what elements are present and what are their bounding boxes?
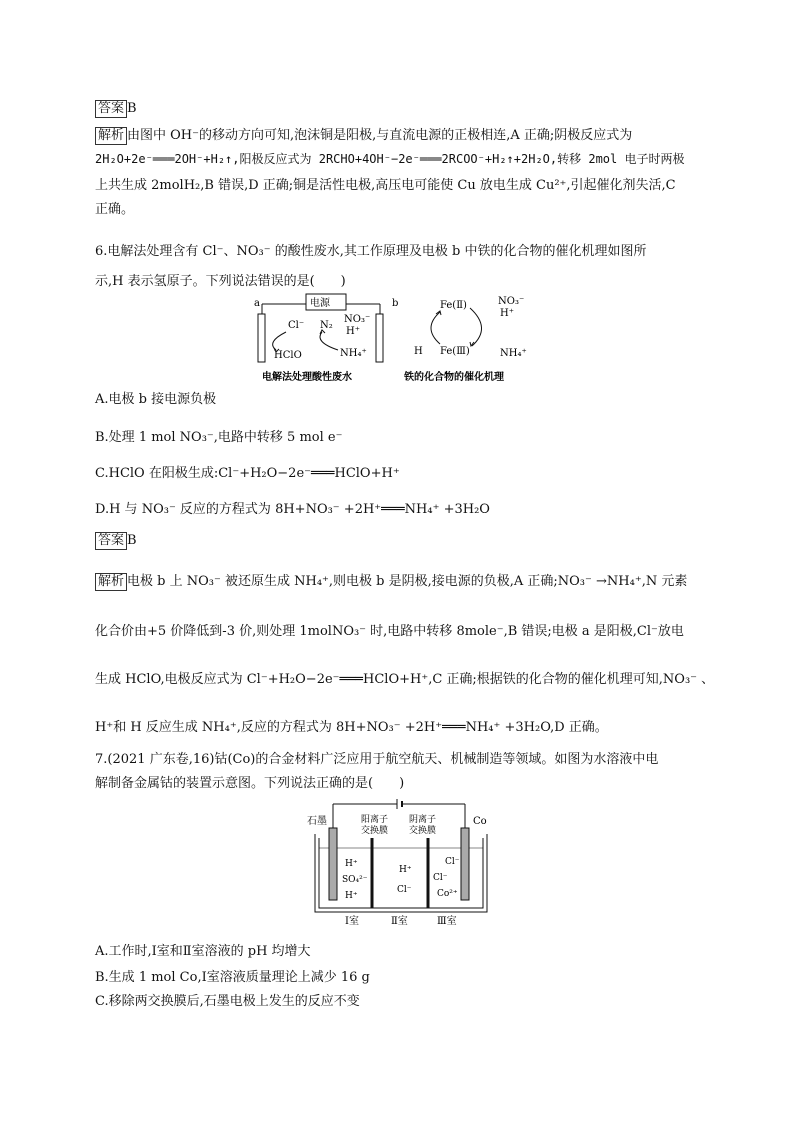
- q7-option-b: B.生成 1 mol Co,Ⅰ室溶液质量理论上减少 16 g: [95, 970, 370, 985]
- n2-label: N₂: [320, 320, 333, 331]
- analysis-line-q6-1: [95, 570, 687, 591]
- anion-membrane-label-1: 阴离子: [409, 815, 437, 825]
- ammonium-label: NH₄⁺: [500, 348, 527, 359]
- q7-option-a: A.工作时,Ⅰ室和Ⅱ室溶液的 pH 均增大: [95, 944, 311, 959]
- power-source-label: 电源: [310, 298, 330, 309]
- nitrate-label: NO₃⁻: [498, 296, 525, 307]
- answer-tag: 答案: [95, 532, 127, 550]
- analysis-line-q5-1: [95, 124, 632, 145]
- answer-tag: 答案: [95, 100, 127, 118]
- analysis-line-q5-4: 正确。: [95, 202, 135, 217]
- answer-line-q5: [95, 100, 137, 118]
- cobalt-electrode: [461, 828, 469, 900]
- hclo-label: HClO: [274, 350, 302, 361]
- q7-cobalt-cell-figure: [305, 798, 495, 926]
- right-figure-caption: 铁的化合物的催化机理: [404, 372, 504, 383]
- room1-ion-h-2: H⁺: [345, 891, 358, 901]
- analysis-line-q6-3: 生成 HClO,电极反应式为 Cl⁻+H₂O−2e⁻═══HClO+H⁺,C 正确;根据铁的化合物的催化机理可知,NO₃⁻ 、: [95, 672, 715, 687]
- room1-ion-sulfate: SO₄²⁻: [342, 875, 368, 885]
- q6-stem-line-2: 示,H 表示氢原子。下列说法错误的是( ): [95, 274, 346, 289]
- analysis-line-q6-4: H⁺和 H 反应生成 NH₄⁺,反应的方程式为 8H+NO₃⁻ +2H⁺═══NH₄⁺ +3H₂O,D 正确。: [95, 720, 608, 735]
- electrode-a-label: a: [254, 298, 260, 309]
- graphite-label: 石墨: [307, 816, 327, 827]
- q6-catalysis-figure: [400, 292, 550, 384]
- answer-line-q6: [95, 532, 137, 550]
- room2-label: Ⅱ室: [391, 916, 408, 926]
- q6-option-a: A.电极 b 接电源负极: [95, 392, 217, 407]
- electrode-b: [376, 314, 383, 362]
- arrow-nh4-to-n2: [320, 332, 338, 350]
- answer-value: B: [127, 533, 137, 548]
- q7-option-c: C.移除两交换膜后,石墨电极上发生的反应不变: [95, 994, 360, 1009]
- fe2-label: Fe(Ⅱ): [440, 300, 467, 311]
- fe3-label: Fe(Ⅲ): [440, 346, 470, 357]
- electrode-b-label: b: [392, 298, 399, 309]
- electrode-a: [258, 314, 265, 362]
- q6-option-c: C.HClO 在阳极生成:Cl⁻+H₂O−2e⁻═══HClO+H⁺: [95, 466, 400, 481]
- anion-membrane-label-2: 交换膜: [409, 826, 437, 836]
- hplus-label: H⁺: [346, 326, 360, 337]
- q6-electrolysis-figure: [252, 292, 400, 384]
- arc-fe2-to-fe3: [470, 308, 482, 346]
- analysis-text: 由图中 OH⁻的移动方向可知,泡沫铜是阳极,与直流电源的正极相连,A 正确;阴极反应式为: [127, 128, 633, 143]
- answer-value: B: [127, 101, 137, 116]
- arc-fe3-to-fe2: [431, 312, 440, 344]
- cation-membrane-label-1: 阳离子: [361, 815, 389, 825]
- analysis-line-q6-2: 化合价由+5 价降低到-3 价,则处理 1molNO₃⁻ 时,电路中转移 8mole⁻,B 错误;电极 a 是阳极,Cl⁻放电: [95, 624, 684, 639]
- analysis-text: 电极 b 上 NO₃⁻ 被还原生成 NH₄⁺,则电极 b 是阴极,接电源的负极,A 正确;NO₃⁻ →NH₄⁺,N 元素: [127, 574, 688, 589]
- q6-option-b: B.处理 1 mol NO₃⁻,电路中转移 5 mol e⁻: [95, 430, 343, 445]
- analysis-tag: 解析: [95, 573, 127, 591]
- analysis-tag: 解析: [95, 127, 127, 145]
- hplus-label: H⁺: [500, 308, 514, 319]
- room3-ion-cl-2: Cl⁻: [433, 873, 448, 883]
- nitrate-label: NO₃⁻: [344, 314, 371, 325]
- room1-label: Ⅰ室: [345, 916, 359, 926]
- room3-ion-co: Co²⁺: [437, 889, 458, 899]
- room2-ion-h: H⁺: [399, 865, 412, 875]
- arrow-cl-to-hclo: [273, 332, 286, 350]
- chloride-label: Cl⁻: [288, 320, 305, 331]
- room3-ion-cl-1: Cl⁻: [445, 857, 460, 867]
- cobalt-label: Co: [473, 816, 487, 827]
- h-atom-label: H: [414, 346, 423, 357]
- q7-stem-line-1: 7.(2021 广东卷,16)钴(Co)的合金材料广泛应用于航空航天、机械制造等领域。如图为水溶液中电: [95, 752, 659, 767]
- analysis-line-q5-2: 2H₂O+2e⁻═══2OH⁻+H₂↑,阳极反应式为 2RCHO+4OH⁻−2e⁻═══2RCOO⁻+H₂↑+2H₂O,转移 2mol 电子时两极: [95, 152, 685, 166]
- left-figure-caption: 电解法处理酸性废水: [262, 372, 352, 383]
- ammonium-label: NH₄⁺: [340, 348, 367, 359]
- room2-ion-cl: Cl⁻: [397, 885, 412, 895]
- room3-label: Ⅲ室: [437, 916, 457, 926]
- analysis-line-q5-3: 上共生成 2molH₂,B 错误,D 正确;铜是活性电极,高压电可能使 Cu 放电生成 Cu²⁺,引起催化剂失活,C: [95, 178, 676, 193]
- q6-stem-line-1: 6.电解法处理含有 Cl⁻、NO₃⁻ 的酸性废水,其工作原理及电极 b 中铁的化合物的催化机理如图所: [95, 244, 647, 259]
- cation-membrane-label-2: 交换膜: [361, 826, 389, 836]
- graphite-electrode: [329, 828, 337, 900]
- q7-stem-line-2: 解制备金属钴的装置示意图。下列说法正确的是( ): [95, 776, 405, 791]
- q6-option-d: D.H 与 NO₃⁻ 反应的方程式为 8H+NO₃⁻ +2H⁺═══NH₄⁺ +3H₂O: [95, 502, 490, 517]
- room1-ion-h-1: H⁺: [345, 859, 358, 869]
